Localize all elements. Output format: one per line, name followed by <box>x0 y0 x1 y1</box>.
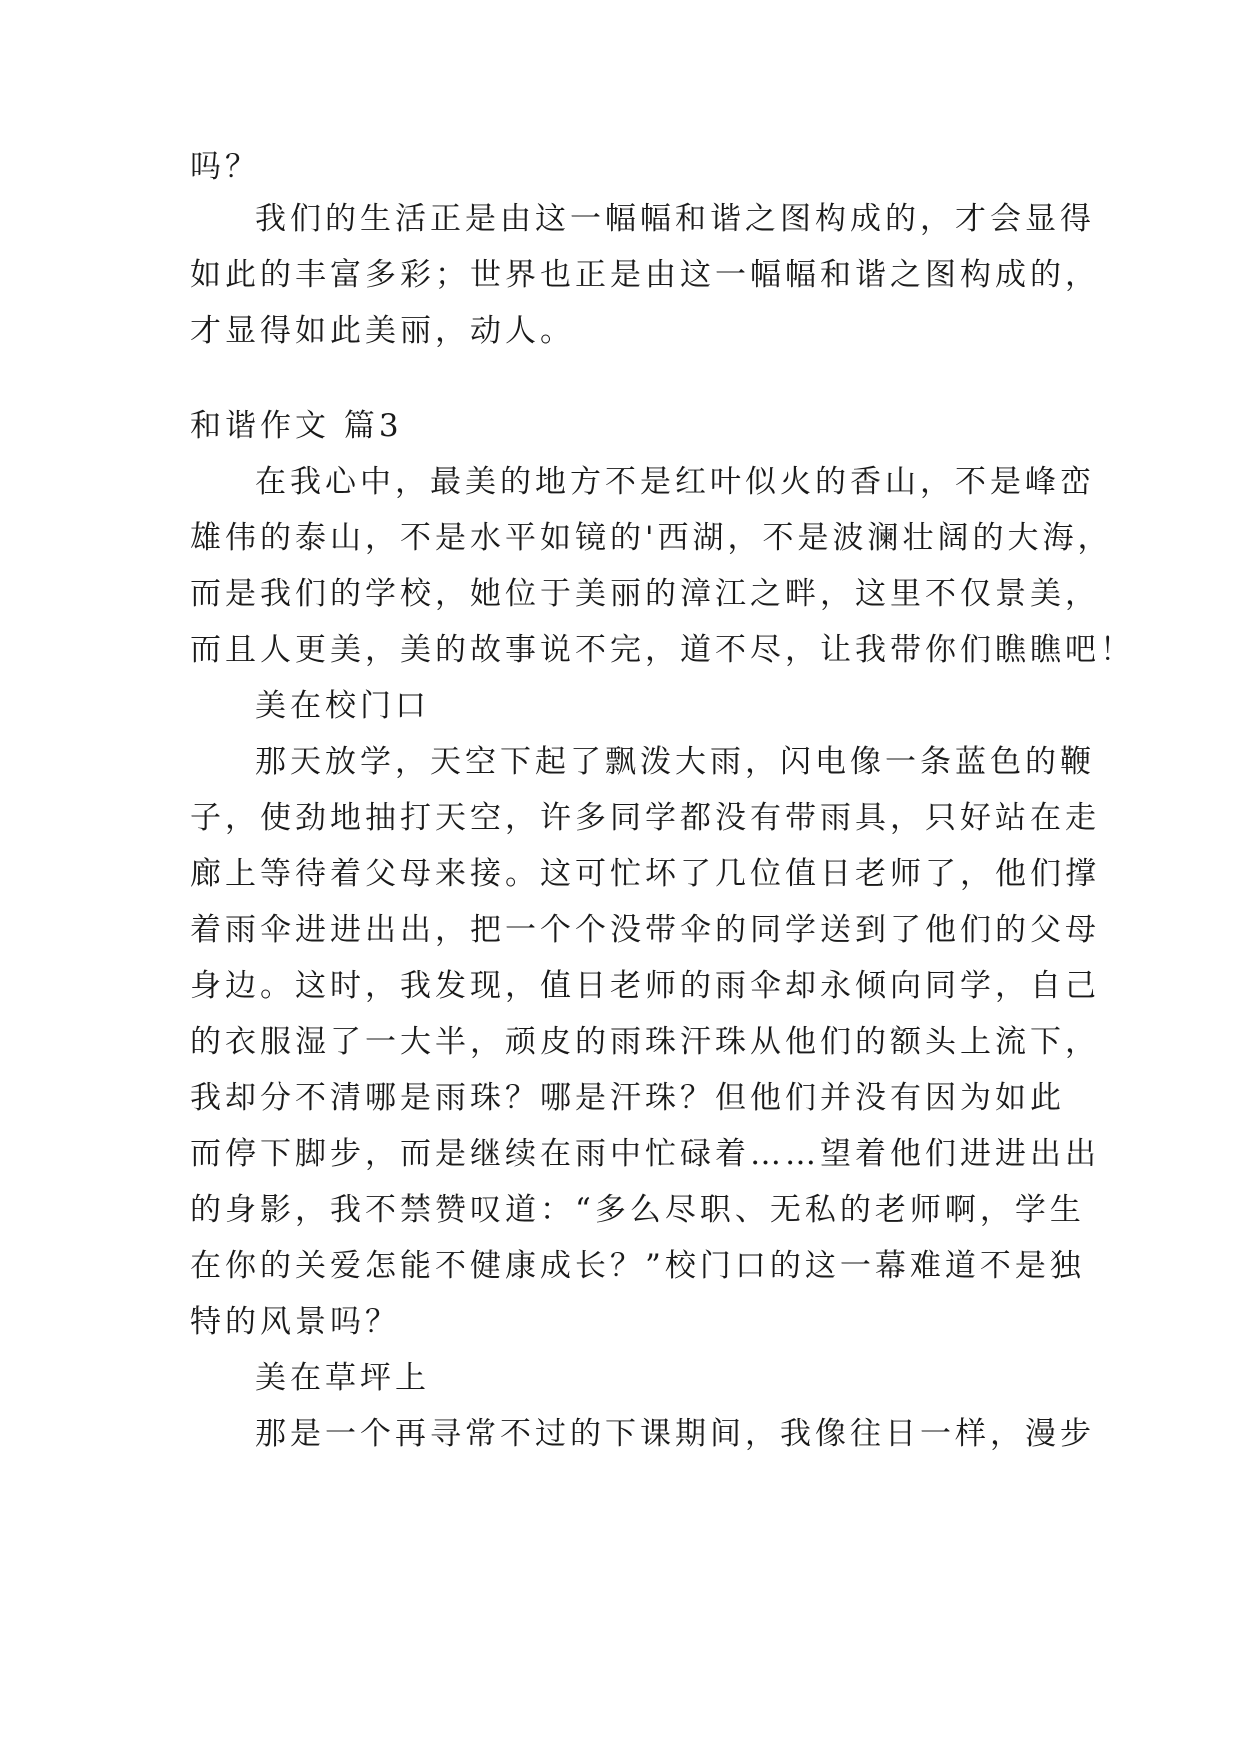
subheading: 美在草坪上 <box>255 1360 430 1396</box>
paragraph-line: 着雨伞进进出出，把一个个没带伞的同学送到了他们的父母 <box>190 912 1100 948</box>
paragraph-line: 的身影，我不禁赞叹道：“多么尽职、无私的老师啊，学生 <box>190 1192 1085 1228</box>
subheading: 美在校门口 <box>255 688 430 724</box>
paragraph-line: 子，使劲地抽打天空，许多同学都没有带雨具，只好站在走 <box>190 800 1100 836</box>
paragraph-line: 如此的丰富多彩；世界也正是由这一幅幅和谐之图构成的， <box>190 257 1100 293</box>
paragraph-line: 而停下脚步，而是继续在雨中忙碌着……望着他们进进出出 <box>190 1136 1100 1172</box>
paragraph-line: 那是一个再寻常不过的下课期间，我像往日一样，漫步 <box>255 1416 1095 1452</box>
paragraph-line: 在我心中，最美的地方不是红叶似火的香山，不是峰峦 <box>255 464 1095 500</box>
paragraph-line: 我却分不清哪是雨珠？哪是汗珠？但他们并没有因为如此 <box>190 1080 1065 1116</box>
paragraph-line: 而且人更美，美的故事说不完，道不尽，让我带你们瞧瞧吧！ <box>190 632 1135 668</box>
paragraph-line: 在你的关爱怎能不健康成长？”校门口的这一幕难道不是独 <box>190 1248 1085 1284</box>
section-heading: 和谐作文 篇3 <box>190 408 403 444</box>
paragraph-line: 才显得如此美丽，动人。 <box>190 313 575 349</box>
paragraph-line: 吗？ <box>190 149 260 185</box>
paragraph-line: 我们的生活正是由这一幅幅和谐之图构成的，才会显得 <box>255 201 1095 237</box>
paragraph-line: 特的风景吗？ <box>190 1304 400 1340</box>
paragraph-line: 那天放学，天空下起了飘泼大雨，闪电像一条蓝色的鞭 <box>255 744 1095 780</box>
paragraph-line: 廊上等待着父母来接。这可忙坏了几位值日老师了，他们撑 <box>190 856 1100 892</box>
paragraph-line: 身边。这时，我发现，值日老师的雨伞却永倾向同学，自己 <box>190 968 1100 1004</box>
paragraph-line: 的衣服湿了一大半，顽皮的雨珠汗珠从他们的额头上流下， <box>190 1024 1100 1060</box>
paragraph-line: 雄伟的泰山，不是水平如镜的'西湖，不是波澜壮阔的大海， <box>190 520 1113 556</box>
paragraph-line: 而是我们的学校，她位于美丽的漳江之畔，这里不仅景美， <box>190 576 1100 612</box>
